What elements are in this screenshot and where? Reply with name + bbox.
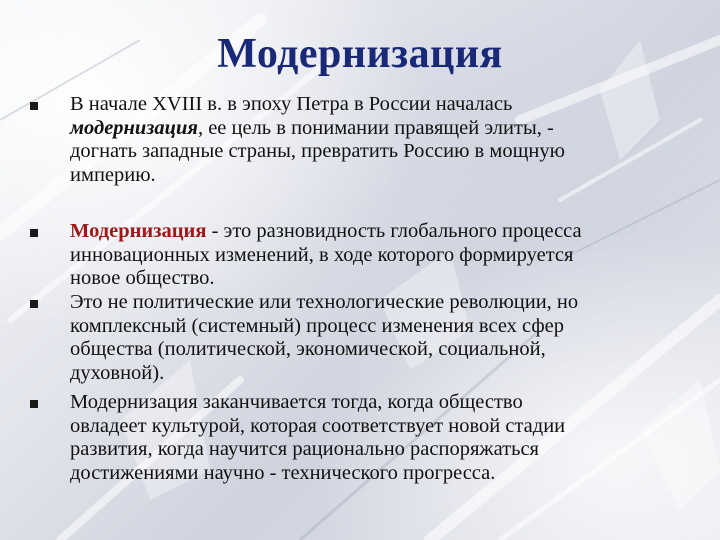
- bullet-1-line-3: догнать западные страны, превратить Россию в мощную: [70, 140, 565, 162]
- bullet-3-line-1: Это не политические или технологические революции, но: [70, 291, 579, 313]
- square-bullet-icon: [30, 300, 38, 308]
- bullet-item-3: [30, 291, 690, 387]
- bullet-item-1: [30, 93, 690, 193]
- bullet-2-line-1: [70, 220, 690, 244]
- bullet-1-line-4: империю.: [70, 163, 156, 186]
- term-modernization-italic: модернизация: [70, 116, 198, 139]
- bullet-text-1: [70, 93, 690, 187]
- bullet-4-line-2: овладеет культурой, которая соответствует новой стадии: [70, 414, 566, 437]
- bullet-text-4: [70, 391, 690, 485]
- bullet-4-line-4: достижениями научно - технического прогресса.: [70, 461, 496, 484]
- bullet-4-line-1: Модернизация заканчивается тогда, когда общество: [70, 391, 523, 413]
- bullet-3-line-2: комплексный (системный) процесс изменения всех сфер: [70, 314, 565, 337]
- term-modernization-highlight: Модернизация: [70, 220, 207, 242]
- bullet-2-line-2: инновационных изменений, в ходе которого формируется: [70, 243, 574, 266]
- bullet-1-line-2-rest: , ее цель в понимании правящей элиты, -: [197, 116, 554, 139]
- bullet-3-line-4: духовной).: [70, 361, 165, 384]
- bullet-1-line-2: [70, 117, 690, 141]
- bullet-text-3: [70, 291, 690, 385]
- square-bullet-icon: [30, 229, 38, 237]
- slide-title: Модернизация: [217, 31, 503, 77]
- bullet-text-2: [70, 220, 690, 291]
- bullet-item-4: [30, 391, 690, 491]
- bullet-item-2: [30, 220, 690, 292]
- bullet-2-line-3: новое общество.: [70, 267, 215, 289]
- square-bullet-icon: [30, 102, 38, 110]
- square-bullet-icon: [30, 400, 38, 408]
- bullet-2-line-1-rest: - это разновидность глобального процесса: [206, 220, 582, 242]
- bullet-3-line-3: общества (политической, экономической, социальной,: [70, 338, 546, 360]
- bullet-1-line-1: В начале XVIII в. в эпоху Петра в России началась: [70, 93, 513, 115]
- bullet-4-line-3: развития, когда научится рационально распоряжаться: [70, 438, 539, 460]
